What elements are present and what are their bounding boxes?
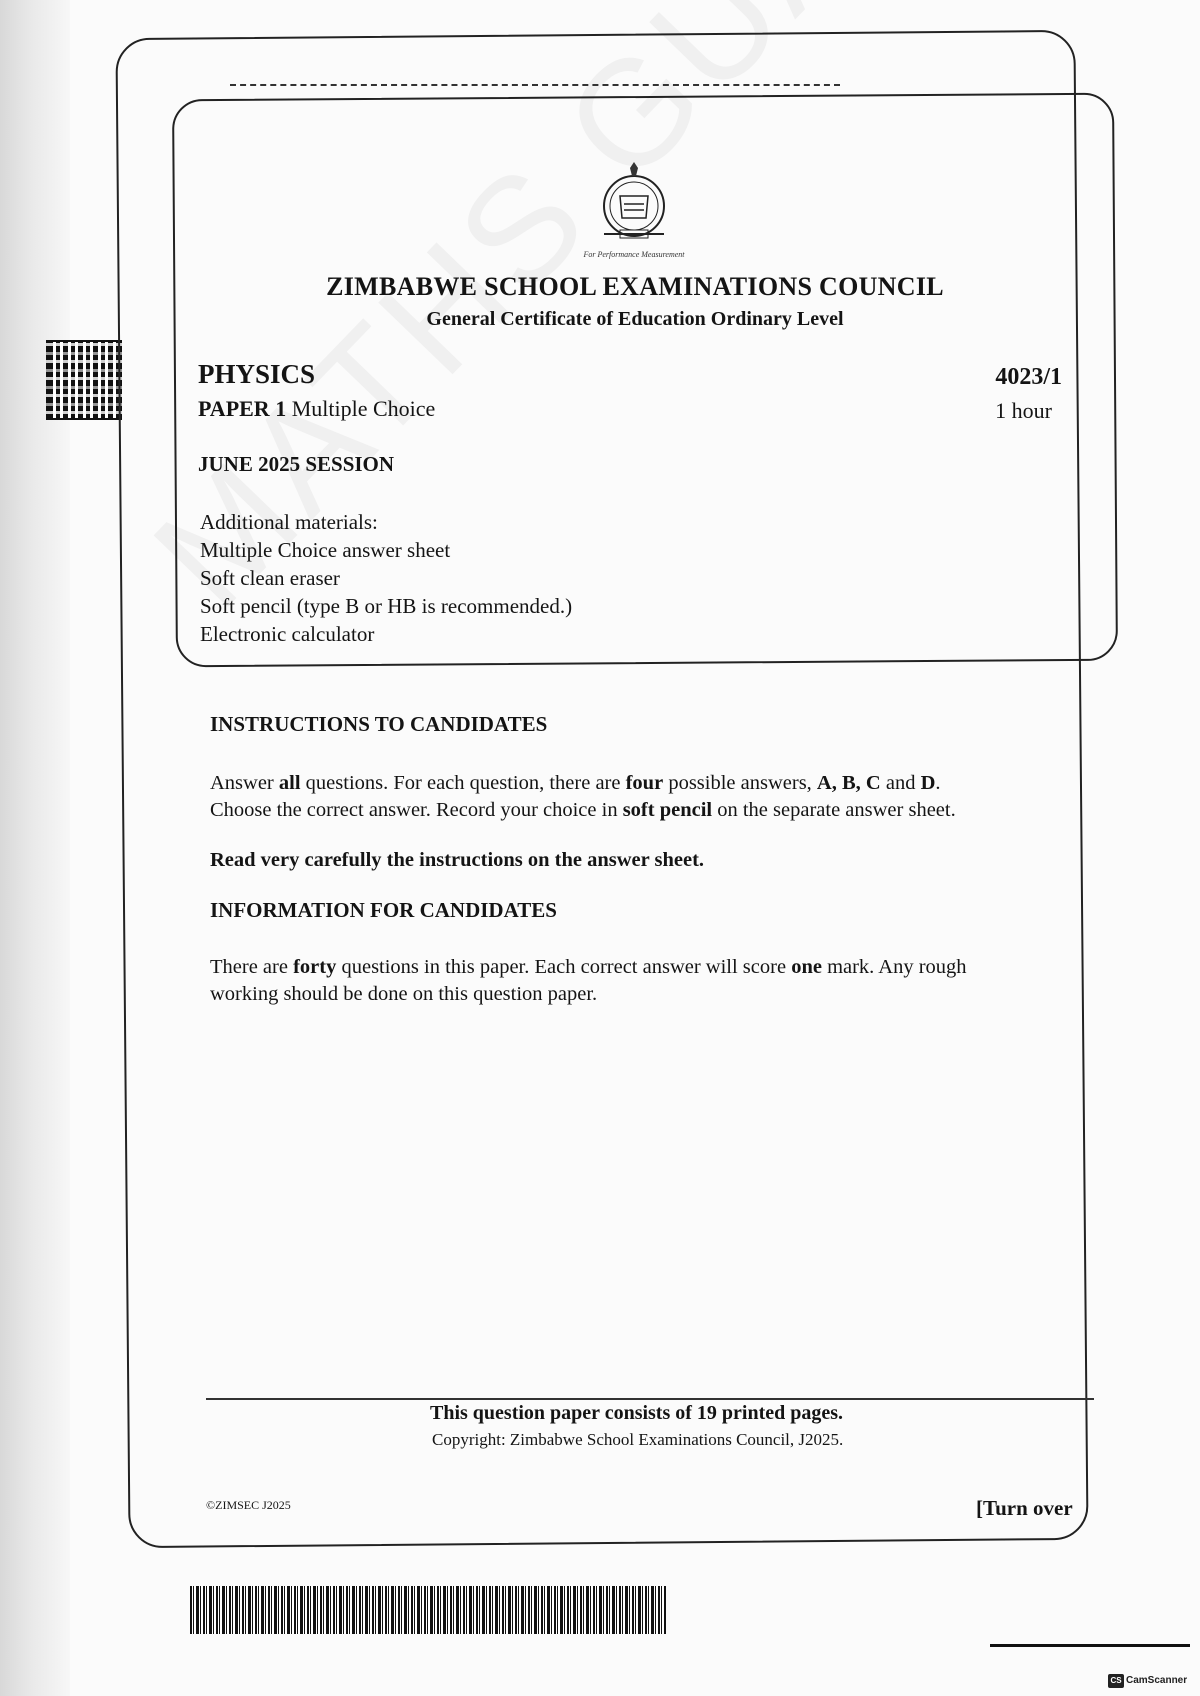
material-item: Multiple Choice answer sheet [200, 538, 451, 562]
camscanner-logo-icon: CS [1108, 1674, 1124, 1688]
instructions-line-2: Choose the correct answer. Record your choice in soft pencil on the separate answer sheet. [210, 799, 956, 821]
footer-rule [206, 1398, 1094, 1400]
zimsec-crest-icon [590, 160, 678, 250]
scanner-badge [1108, 1674, 1187, 1688]
paper-type: Multiple Choice [291, 396, 436, 421]
answer-sheet-note: Read very carefully the instructions on the answer sheet. [210, 849, 705, 871]
turn-over: [Turn over [976, 1496, 1073, 1520]
barcode [190, 1586, 666, 1634]
paper-code: 4023/1 [995, 364, 1062, 390]
instructions-line-1: Answer all questions. For each question, there are four possible answers, A, B, C and D. [210, 772, 941, 794]
subject-title: PHYSICS [198, 359, 316, 389]
copyright: Copyright: Zimbabwe School Examinations Council, J2025. [432, 1430, 844, 1449]
scanner-name: CamScanner [1126, 1675, 1188, 1686]
exam-level: General Certificate of Education Ordinary Level [426, 308, 844, 330]
instructions-heading: INSTRUCTIONS TO CANDIDATES [210, 712, 548, 736]
zimsec-mark: ©ZIMSEC J2025 [206, 1498, 291, 1512]
instructions-paragraph [210, 770, 1090, 824]
information-heading: INFORMATION FOR CANDIDATES [210, 898, 557, 922]
additional-materials [200, 508, 572, 648]
page-count: This question paper consists of 19 printed pages. [430, 1402, 844, 1424]
material-item: Soft clean eraser [200, 566, 340, 590]
bottom-rule [990, 1644, 1190, 1647]
qr-code-texture [46, 340, 122, 420]
information-line-1: There are forty questions in this paper. Each correct answer will score one mark. Any rough [210, 956, 967, 978]
paper-line [198, 396, 435, 422]
materials-title: Additional materials: [200, 510, 378, 534]
crest-motto: For Performance Measurement [583, 250, 685, 259]
page-shadow [0, 0, 70, 1696]
paper-duration: 1 hour [995, 398, 1052, 423]
paper-label: PAPER 1 [198, 396, 287, 421]
dashed-line [230, 84, 840, 86]
council-title: ZIMBABWE SCHOOL EXAMINATIONS COUNCIL [326, 272, 944, 301]
material-item: Electronic calculator [200, 622, 375, 646]
information-line-2: working should be done on this question paper. [210, 983, 598, 1005]
material-item: Soft pencil (type B or HB is recommended.) [200, 594, 573, 618]
exam-session: JUNE 2025 SESSION [198, 452, 395, 476]
information-paragraph [210, 954, 1090, 1008]
